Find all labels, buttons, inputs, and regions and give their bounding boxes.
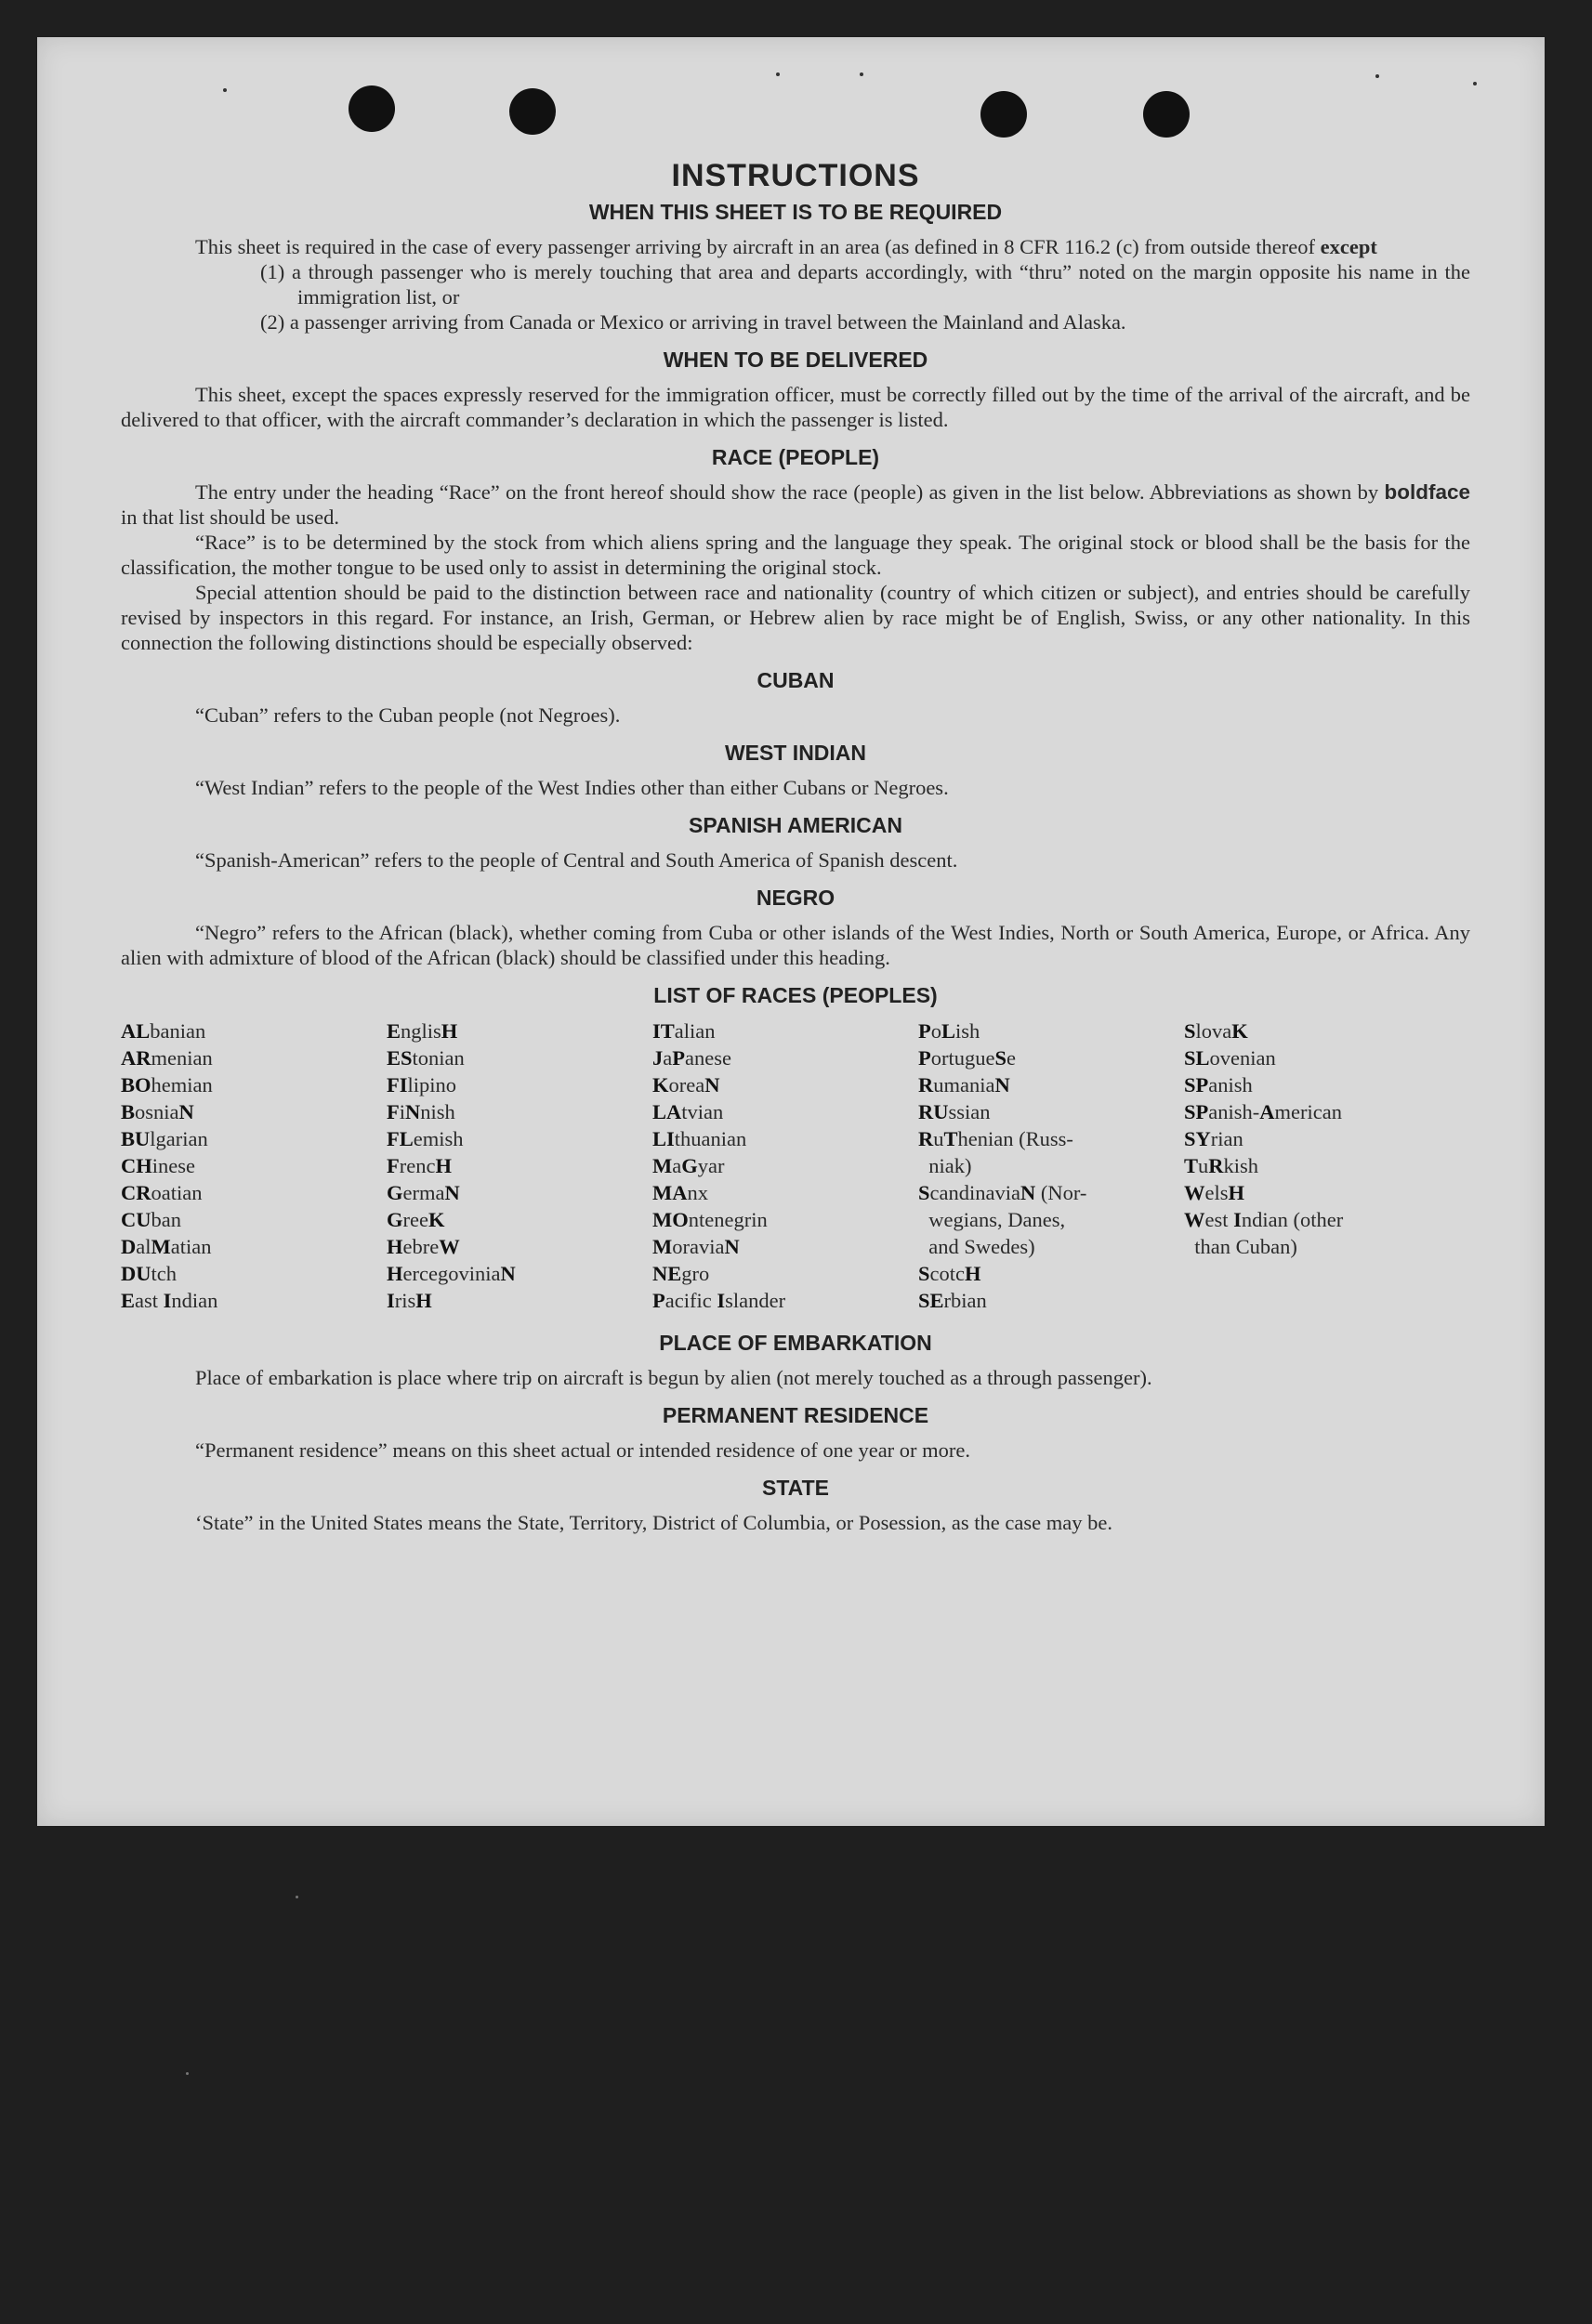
- race-abbrev-letters: AL: [121, 1019, 151, 1043]
- punch-hole: [509, 88, 556, 135]
- race-abbrev-letters: R: [1208, 1154, 1224, 1177]
- race-abbrev-letters: FI: [387, 1073, 408, 1096]
- race-text: alian: [674, 1019, 716, 1043]
- speck: [860, 72, 863, 76]
- race-text: els: [1204, 1181, 1229, 1204]
- race-text: menian: [151, 1046, 213, 1070]
- race-abbrev-letters: SY: [1184, 1127, 1211, 1150]
- instructions-body: [121, 158, 1470, 1535]
- race-text: ban: [151, 1208, 181, 1231]
- race-text: ris: [394, 1289, 416, 1312]
- race-paragraph-3: Special attention should be paid to the distinction between race and nationality (country of which citizen or subject), and entries should be carefully revised by inspectors in this regard. For instance, an Irish, German, or Hebrew alien by race might be of English, Swiss, or any other nationality. In this connection the following distinctions should be especially observed:: [121, 581, 1470, 654]
- race-entry: [652, 1179, 918, 1206]
- race-abbrev-letters: AR: [121, 1046, 151, 1070]
- race-text: u: [1198, 1154, 1209, 1177]
- race-text: ree: [402, 1208, 428, 1231]
- race-text: orea: [668, 1073, 705, 1096]
- race-abbrev-letters: N: [1020, 1181, 1036, 1204]
- race-entry: [918, 1287, 1184, 1314]
- race-entry: [1184, 1206, 1450, 1233]
- punch-hole: [349, 85, 395, 132]
- document-page: [37, 37, 1545, 1826]
- race-abbrev-letters: M: [652, 1154, 673, 1177]
- race-abbrev-letters: W: [439, 1235, 460, 1258]
- race-abbrev-letters: P: [918, 1019, 931, 1043]
- race-abbrev-letters: K: [1231, 1019, 1248, 1043]
- race-text: o: [930, 1019, 941, 1043]
- race-text: anish: [1208, 1073, 1253, 1096]
- race-text: atian: [170, 1235, 212, 1258]
- race-abbrev-letters: H: [441, 1019, 458, 1043]
- speck: [1473, 82, 1477, 85]
- heading-negro: NEGRO: [756, 886, 835, 910]
- race-text: tch: [151, 1262, 177, 1285]
- race-abbrev-letters: W: [1184, 1208, 1205, 1231]
- race-entry: [121, 1018, 387, 1044]
- race-entry: [121, 1233, 387, 1260]
- race-abbrev-letters: F: [387, 1100, 400, 1123]
- race-text: rian: [1210, 1127, 1243, 1150]
- race-entry: [652, 1098, 918, 1125]
- race-text: erma: [402, 1181, 445, 1204]
- race-text: lipino: [407, 1073, 457, 1096]
- race-entry: [387, 1018, 652, 1044]
- race-abbrev-letters: F: [387, 1154, 400, 1177]
- race-entry: [918, 1098, 1184, 1125]
- race-abbrev-letters: G: [681, 1154, 698, 1177]
- race-entry: [1184, 1179, 1450, 1206]
- when-delivered-text: This sheet, except the spaces expressly reserved for the immigration officer, must be correctly filled out by the time of the arrival of the aircraft, and be delivered to that officer, with the aircraft commander’s declaration in which the passenger is listed.: [121, 383, 1470, 431]
- race-abbrev-letters: FL: [387, 1127, 414, 1150]
- race-text: niak): [918, 1154, 972, 1177]
- race-text: nx: [687, 1181, 708, 1204]
- race-abbrev-letters: I: [1233, 1208, 1242, 1231]
- heading-when-delivered: WHEN TO BE DELIVERED: [663, 348, 928, 372]
- races-column: [121, 1018, 387, 1314]
- race-entry: [121, 1206, 387, 1233]
- punch-hole: [980, 91, 1027, 138]
- race-entry: [1184, 1098, 1450, 1125]
- race-text: ovenian: [1209, 1046, 1276, 1070]
- race-text: ast: [135, 1289, 164, 1312]
- race-entry: [121, 1179, 387, 1206]
- race-text: i: [399, 1100, 406, 1123]
- race-entry: [652, 1018, 918, 1044]
- races-column: [918, 1018, 1184, 1314]
- race-abbrev-letters: BU: [121, 1127, 151, 1150]
- negro-text: “Negro” refers to the African (black), whether coming from Cuba or other islands of the West Indies, North or South America, Europe, or Africa. Any alien with admixture of blood of the African (black) should be classified under this heading.: [121, 921, 1470, 969]
- race-entry: [1184, 1018, 1450, 1044]
- race-entry: [1184, 1233, 1450, 1260]
- race-text: gro: [681, 1262, 710, 1285]
- race-text: ntenegrin: [688, 1208, 768, 1231]
- race-entry: [121, 1044, 387, 1071]
- race-entry: [652, 1152, 918, 1179]
- race-abbrev-letters: R: [918, 1127, 934, 1150]
- race-abbrev-letters: L: [941, 1019, 956, 1043]
- race-entry: [387, 1233, 652, 1260]
- race-entry: [387, 1152, 652, 1179]
- race-text: kish: [1223, 1154, 1259, 1177]
- race-entry: [1184, 1071, 1450, 1098]
- race-text: al: [136, 1235, 151, 1258]
- race-abbrev-letters: ES: [387, 1046, 413, 1070]
- speck: [1375, 74, 1379, 78]
- race-entry: [918, 1152, 1184, 1179]
- race-entry: [652, 1044, 918, 1071]
- race-abbrev-letters: R: [918, 1073, 934, 1096]
- race-text: hemian: [151, 1073, 213, 1096]
- race-text: banian: [150, 1019, 206, 1043]
- race-abbrev-letters: NE: [652, 1262, 682, 1285]
- race-abbrev-letters: W: [1184, 1181, 1205, 1204]
- races-column: [387, 1018, 652, 1314]
- race-abbrev-letters: S: [1184, 1019, 1196, 1043]
- race-abbrev-letters: N: [704, 1073, 720, 1096]
- race-text: u: [933, 1127, 944, 1150]
- race-abbrev-letters: T: [1184, 1154, 1199, 1177]
- race-entry: [387, 1125, 652, 1152]
- race-entry: [121, 1287, 387, 1314]
- race-abbrev-letters: G: [387, 1208, 403, 1231]
- speck: [223, 88, 227, 92]
- race-abbrev-letters: A: [1259, 1100, 1275, 1123]
- race-entry: [918, 1206, 1184, 1233]
- race-abbrev-letters: H: [965, 1262, 981, 1285]
- race-text: ish: [955, 1019, 980, 1043]
- race-abbrev-letters: SP: [1184, 1073, 1209, 1096]
- race-text: nish: [420, 1100, 455, 1123]
- heading-state: STATE: [762, 1476, 829, 1500]
- race-entry: [121, 1152, 387, 1179]
- race-entry: [918, 1260, 1184, 1287]
- race-entry: [387, 1044, 652, 1071]
- race-abbrev-letters: H: [1228, 1181, 1245, 1204]
- race-text: osnia: [135, 1100, 179, 1123]
- race-text: than Cuban): [1184, 1235, 1297, 1258]
- race-abbrev-letters: I: [387, 1289, 395, 1312]
- race-entry: [652, 1287, 918, 1314]
- race-text: tvian: [681, 1100, 724, 1123]
- race-text: henian (Russ-: [957, 1127, 1073, 1150]
- race-abbrev-letters: G: [387, 1181, 403, 1204]
- race-entry: [652, 1260, 918, 1287]
- race-text: ndian: [171, 1289, 218, 1312]
- race-text: lova: [1195, 1019, 1232, 1043]
- race-abbrev-letters: N: [500, 1262, 516, 1285]
- race-text: ndian (other: [1241, 1208, 1344, 1231]
- race-entry: [918, 1018, 1184, 1044]
- heading-embarkation: PLACE OF EMBARKATION: [659, 1331, 932, 1355]
- race-abbrev-letters: N: [178, 1100, 194, 1123]
- race-abbrev-letters: P: [652, 1289, 665, 1312]
- race-text: umania: [933, 1073, 995, 1096]
- race-entry: [121, 1260, 387, 1287]
- race-text: oravia: [672, 1235, 725, 1258]
- race-text: ebre: [402, 1235, 440, 1258]
- race-text: inese: [151, 1154, 195, 1177]
- race-abbrev-letters: IT: [652, 1019, 675, 1043]
- race-text: thuanian: [674, 1127, 747, 1150]
- race-abbrev-letters: MA: [652, 1181, 688, 1204]
- race-entry: [387, 1071, 652, 1098]
- race-abbrev-letters: DU: [121, 1262, 151, 1285]
- race-entry: [652, 1233, 918, 1260]
- race-entry: [1184, 1152, 1450, 1179]
- west-indian-text: “West Indian” refers to the people of the West Indies other than either Cubans or Negroes.: [195, 776, 949, 799]
- race-paragraph-2: “Race” is to be determined by the stock from which aliens spring and the language they speak. The original stock or blood shall be the basis for the classification, the mother tongue to be used only to assist in determining the original stock.: [121, 531, 1470, 579]
- race-abbrev-letters: LA: [652, 1100, 682, 1123]
- race-entry: [652, 1206, 918, 1233]
- boldface-word: boldface: [1384, 480, 1470, 504]
- race-abbrev-letters: S: [994, 1046, 1007, 1070]
- race-abbrev-letters: S: [918, 1262, 930, 1285]
- race-paragraph-1: The entry under the heading “Race” on the front hereof should show the race (people) as given in the list below. Abbreviations as shown by boldface in that list should be used.: [121, 480, 1470, 529]
- spanish-american-text: “Spanish-American” refers to the people of Central and South America of Spanish descent.: [195, 848, 958, 872]
- race-abbrev-letters: J: [652, 1046, 664, 1070]
- race-entry: [387, 1179, 652, 1206]
- race-abbrev-letters: H: [387, 1235, 403, 1258]
- race-abbrev-letters: T: [943, 1127, 958, 1150]
- race-entry: [121, 1125, 387, 1152]
- race-abbrev-letters: BO: [121, 1073, 151, 1096]
- race-text: a: [663, 1046, 673, 1070]
- race-text: candinavia: [929, 1181, 1020, 1204]
- speck: [186, 2072, 189, 2075]
- race-entry: [918, 1179, 1184, 1206]
- race-abbrev-letters: D: [121, 1235, 137, 1258]
- when-required-intro: This sheet is required in the case of every passenger arriving by aircraft in an area (as defined in 8 CFR 116.2 (c) from outside thereof except: [195, 235, 1377, 258]
- race-text: (Nor-: [1035, 1181, 1087, 1204]
- state-text: ‘State” in the United States means the State, Territory, District of Columbia, or Posession, as the case may be.: [195, 1511, 1112, 1534]
- race-abbrev-letters: N: [994, 1073, 1010, 1096]
- page-title: INSTRUCTIONS: [671, 158, 920, 193]
- heading-spanish-american: SPANISH AMERICAN: [688, 813, 902, 837]
- race-entry: [918, 1233, 1184, 1260]
- race-text: merican: [1274, 1100, 1342, 1123]
- race-abbrev-letters: K: [652, 1073, 669, 1096]
- race-abbrev-letters: N: [724, 1235, 740, 1258]
- race-abbrev-letters: CU: [121, 1208, 151, 1231]
- cuban-text: “Cuban” refers to the Cuban people (not Negroes).: [195, 703, 621, 727]
- exception-item-1: (1) a through passenger who is merely touching that area and departs accordingly, with “thru” noted on the margin opposite his name in the immigration list, or: [260, 260, 1470, 309]
- race-entry: [387, 1098, 652, 1125]
- race-text: a: [672, 1154, 682, 1177]
- race-text: anish-: [1208, 1100, 1260, 1123]
- heading-race: RACE (PEOPLE): [711, 445, 880, 469]
- heading-west-indian: WEST INDIAN: [724, 741, 867, 765]
- races-table: [121, 1018, 1470, 1314]
- race-abbrev-letters: I: [163, 1289, 172, 1312]
- race-abbrev-letters: M: [151, 1235, 171, 1258]
- race-entry: [652, 1071, 918, 1098]
- race-text: ercegovinia: [402, 1262, 501, 1285]
- race-abbrev-letters: SP: [1184, 1100, 1209, 1123]
- race-text: anese: [685, 1046, 731, 1070]
- punch-hole: [1143, 91, 1190, 138]
- race-abbrev-letters: CR: [121, 1181, 151, 1204]
- race-text: yar: [697, 1154, 725, 1177]
- race-entry: [387, 1287, 652, 1314]
- race-abbrev-letters: E: [387, 1019, 401, 1043]
- races-column: [652, 1018, 918, 1314]
- race-abbrev-letters: E: [121, 1289, 136, 1312]
- race-text: acific: [664, 1289, 717, 1312]
- heading-cuban: CUBAN: [757, 668, 835, 692]
- race-entry: [652, 1125, 918, 1152]
- residence-text: “Permanent residence” means on this sheet actual or intended residence of one year or more.: [195, 1438, 971, 1462]
- except-bold: except: [1320, 235, 1377, 258]
- race-text: emish: [413, 1127, 464, 1150]
- race-abbrev-letters: I: [717, 1289, 726, 1312]
- race-abbrev-letters: MO: [652, 1208, 689, 1231]
- race-entry: [387, 1260, 652, 1287]
- race-abbrev-letters: N: [444, 1181, 460, 1204]
- race-text: rbian: [943, 1289, 987, 1312]
- race-entry: [918, 1125, 1184, 1152]
- race-text: est: [1204, 1208, 1234, 1231]
- heading-list-of-races: LIST OF RACES (PEOPLES): [653, 983, 938, 1007]
- race-abbrev-letters: P: [672, 1046, 685, 1070]
- race-abbrev-letters: CH: [121, 1154, 152, 1177]
- race-abbrev-letters: P: [918, 1046, 931, 1070]
- race-entry: [1184, 1044, 1450, 1071]
- race-entry: [387, 1206, 652, 1233]
- race-abbrev-letters: K: [428, 1208, 445, 1231]
- race-text: e: [1007, 1046, 1016, 1070]
- race-abbrev-letters: SL: [1184, 1046, 1210, 1070]
- races-column: [1184, 1018, 1450, 1314]
- race-abbrev-letters: B: [121, 1100, 136, 1123]
- race-text: renc: [399, 1154, 436, 1177]
- speck: [776, 72, 780, 76]
- race-text: tonian: [412, 1046, 465, 1070]
- race-abbrev-letters: RU: [918, 1100, 949, 1123]
- race-abbrev-letters: S: [918, 1181, 930, 1204]
- race-text: wegians, Danes,: [918, 1208, 1066, 1231]
- race-text: nglis: [401, 1019, 441, 1043]
- race-entry: [918, 1071, 1184, 1098]
- race-abbrev-letters: N: [405, 1100, 421, 1123]
- race-entry: [918, 1044, 1184, 1071]
- race-entry: [121, 1071, 387, 1098]
- speck: [296, 1896, 298, 1898]
- race-abbrev-letters: M: [652, 1235, 673, 1258]
- race-text: ortugue: [930, 1046, 995, 1070]
- race-entry: [121, 1098, 387, 1125]
- race-abbrev-letters: SE: [918, 1289, 944, 1312]
- race-text: lgarian: [150, 1127, 208, 1150]
- race-text: cotc: [929, 1262, 965, 1285]
- heading-when-required: WHEN THIS SHEET IS TO BE REQUIRED: [588, 200, 1003, 224]
- embarkation-text: Place of embarkation is place where trip on aircraft is begun by alien (not merely touched as a through passenger).: [195, 1366, 1152, 1389]
- race-text: ssian: [948, 1100, 991, 1123]
- race-abbrev-letters: H: [415, 1289, 432, 1312]
- exception-item-2: (2) a passenger arriving from Canada or Mexico or arriving in travel between the Mainland and Alaska.: [260, 310, 1126, 334]
- race-abbrev-letters: H: [387, 1262, 403, 1285]
- race-text: oatian: [151, 1181, 203, 1204]
- race-text: and Swedes): [918, 1235, 1035, 1258]
- race-text: slander: [725, 1289, 786, 1312]
- heading-permanent-residence: PERMANENT RESIDENCE: [662, 1403, 929, 1427]
- race-entry: [1184, 1125, 1450, 1152]
- race-abbrev-letters: H: [435, 1154, 452, 1177]
- race-abbrev-letters: LI: [652, 1127, 675, 1150]
